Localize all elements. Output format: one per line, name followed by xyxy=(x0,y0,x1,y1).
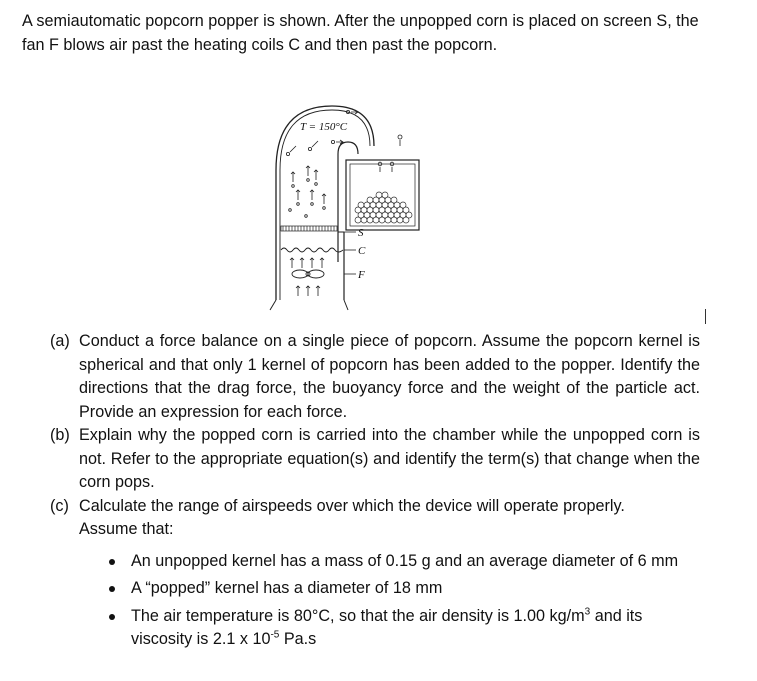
question-list xyxy=(50,330,700,656)
text-cursor xyxy=(705,309,706,324)
question-c-label: (c) xyxy=(50,496,69,515)
density-exponent: 3 xyxy=(584,606,591,618)
question-c-text: Calculate the range of airspeeds over which the device will operate properly. xyxy=(79,496,625,515)
assumption-item-3 xyxy=(105,605,700,652)
assume-label: Assume that: xyxy=(79,520,174,538)
screen-mesh xyxy=(281,226,337,231)
kernel-arrows xyxy=(289,166,326,217)
assumption-item-1 xyxy=(105,550,700,574)
air-arrows-lower xyxy=(296,286,320,296)
screen-label: S xyxy=(358,227,364,239)
popper-diagram xyxy=(240,92,440,322)
bullet-icon xyxy=(109,586,115,592)
assumption-3-prefix: The air temperature is 80°C, so that the air density is 1.00 kg/m xyxy=(131,606,585,625)
question-b xyxy=(50,424,700,495)
question-b-text: Explain why the popped corn is carried into the chamber while the unpopped corn is not. Refer to the appropriate equation(s) and identify the term(s) that change when the corn pops. xyxy=(79,426,700,491)
heating-coils xyxy=(281,248,343,252)
flying-popcorn xyxy=(286,110,402,172)
popcorn-pile xyxy=(355,192,412,223)
bullet-icon xyxy=(109,614,115,620)
question-a-label: (a) xyxy=(50,332,70,350)
assumption-2-text: A “popped” kernel has a diameter of 18 mm xyxy=(131,579,443,597)
intro-paragraph: A semiautomatic popcorn popper is shown. After the unpopped corn is placed on screen S, the fan F blows air past the heating coils C and then past the popcorn. xyxy=(22,12,699,54)
fan-label: F xyxy=(358,269,365,281)
coil-label: C xyxy=(358,245,366,257)
assumption-item-2 xyxy=(105,577,700,601)
viscosity-exponent: -5 xyxy=(270,629,280,641)
assumption-list xyxy=(50,550,700,652)
fan xyxy=(292,270,324,278)
question-c xyxy=(50,495,700,519)
bullet-icon xyxy=(109,559,115,565)
assumption-3-mid: and its viscosity is 2.1 x 10 xyxy=(131,606,643,648)
popcorn-popper-figure xyxy=(240,92,440,322)
assumption-1-text: An unpopped kernel has a mass of 0.15 g and an average diameter of 6 mm xyxy=(131,551,679,570)
temperature-label: T = 150°C xyxy=(300,121,348,133)
question-a xyxy=(50,330,700,424)
assumption-3-suffix: Pa.s xyxy=(279,630,317,648)
question-b-label: (b) xyxy=(50,426,70,444)
question-a-text: Conduct a force balance on a single piece of popcorn. Assume the popcorn kernel is spherical and that only 1 kernel of popcorn has been added to the popper. Identify the directions that the drag force, the buoyancy force and the weight of the particle act. Provide an expression for each force. xyxy=(79,332,700,421)
base-flare xyxy=(270,300,348,310)
air-arrows-upper xyxy=(290,258,324,268)
